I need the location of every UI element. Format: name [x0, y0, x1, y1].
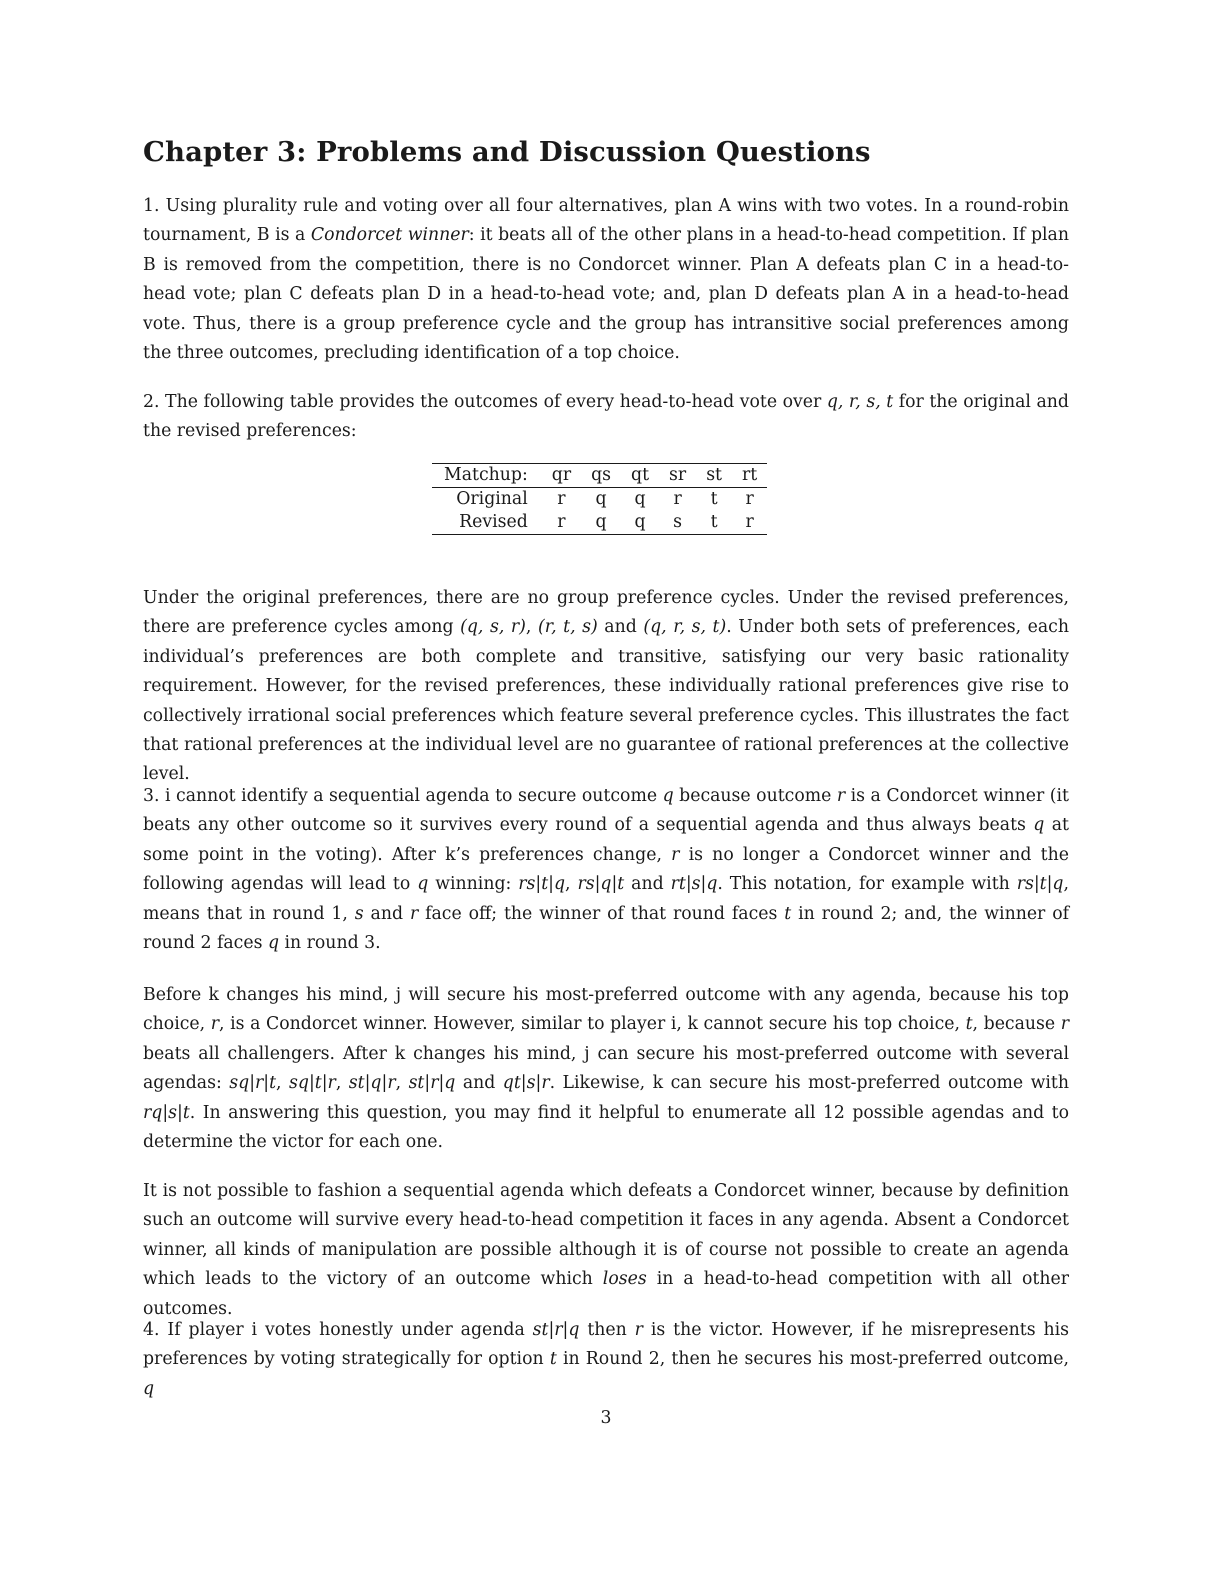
problem-3-condorcet-paragraph: It is not possible to fashion a sequential agenda which defeats a Condorcet winner, because by definition such an outcome will survive every head-to-head competition it faces in any agenda. Absent a Condorcet winner, all kinds of manipulation are possible although it is of course not possible to create an agenda which leads to the victory of an outcome which loses in a head-to-head competition with all other outcomes.: [143, 1181, 1069, 1319]
table-row: [432, 488, 767, 512]
table-header-row: [432, 464, 767, 488]
row-label: Revised: [459, 512, 528, 532]
column-header: st: [696, 464, 732, 488]
table-cell: s: [673, 512, 683, 532]
table-cell: r: [745, 512, 754, 532]
column-header: qt: [621, 464, 659, 488]
column-header: rt: [732, 464, 767, 488]
table-cell: r: [557, 512, 566, 532]
problem-2-discussion: Under the original preferences, there are no group preference cycles. Under the revised preferences, there are preference cycles among (q, s, r), (r, t, s) and (q, r, s, t). Under both sets of preferences, each individual’s preferences are both complete and transitive, satisfying our very basic rationality requirement. However, for the revised preferences, these individually rational preferences give rise to collectively irrational social preferences which feature several preference cycles. This illustrates the fact that rational preferences at the individual level are no guarantee of rational preferences at the collective level.: [143, 588, 1069, 785]
table-cell: r: [673, 489, 682, 509]
matchup-table: [432, 463, 767, 535]
table-cell: q: [595, 489, 607, 509]
page-title: Chapter 3: Problems and Discussion Questions: [143, 136, 871, 168]
matchup-header-label: Matchup:: [432, 464, 542, 488]
table-cell: q: [634, 512, 646, 532]
table-cell: t: [710, 512, 718, 532]
table-cell: r: [745, 489, 754, 509]
emphasis-condorcet-winner: Condorcet winner: [310, 225, 469, 246]
page-number: 3: [600, 1408, 612, 1428]
row-label: Original: [456, 489, 528, 509]
problem-4-paragraph: 4. If player i votes honestly under agenda st|r|q then r is the victor. However, if he misrepresents his preferences by voting strategically for option t in Round 2, then he secures his most-preferred outcome, q: [143, 1320, 1069, 1399]
table-cell: q: [595, 512, 607, 532]
problem-1-paragraph: 1. Using plurality rule and voting over all four alternatives, plan A wins with two votes. In a round-robin tournament, B is a Condorcet winner: it beats all of the other plans in a head-to-head competition. If plan B is removed from the competition, there is no Condorcet winner. Plan A defeats plan C in a head-to-head vote; plan C defeats plan D in a head-to-head vote; and, plan D defeats plan A in a head-to-head vote. Thus, there is a group preference cycle and the group has intransitive social preferences among the three outcomes, precluding identification of a top choice.: [143, 196, 1069, 364]
table-cell: q: [634, 489, 646, 509]
column-header: qs: [581, 464, 621, 488]
table-row: [432, 511, 767, 535]
table-cell: t: [710, 489, 718, 509]
problem-2-intro: 2. The following table provides the outcomes of every head-to-head vote over q, r, s, t for the original and the revised preferences:: [143, 392, 1069, 442]
problem-3-agenda-paragraph: Before k changes his mind, j will secure his most-preferred outcome with any agenda, because his top choice, r, is a Condorcet winner. However, similar to player i, k cannot secure his top choice, t, because r beats all challengers. After k changes his mind, j can secure his most-preferred outcome with several agendas: sq|r|t, sq|t|r, st|q|r, st|r|q and qt|s|r. Likewise, k can secure his most-preferred outcome with rq|s|t. In answering this question, you may find it helpful to enumerate all 12 possible agendas and to determine the victor for each one.: [143, 985, 1070, 1153]
column-header: qr: [542, 464, 581, 488]
table-cell: r: [557, 489, 566, 509]
emphasis-loses: loses: [602, 1269, 647, 1290]
problem-3-paragraph: 3. i cannot identify a sequential agenda to secure outcome q because outcome r is a Condorcet winner (it beats any other outcome so it survives every round of a sequential agenda and thus always beats q at some point in the voting). After k’s preferences change, r is no longer a Condorcet winner and the following agendas will lead to q winning: rs|t|q, rs|q|t and rt|s|q. This notation, for example with rs|t|q, means that in round 1, s and r face off; the winner of that round faces t in round 2; and, the winner of round 2 faces q in round 3.: [143, 786, 1070, 954]
column-header: sr: [659, 464, 696, 488]
